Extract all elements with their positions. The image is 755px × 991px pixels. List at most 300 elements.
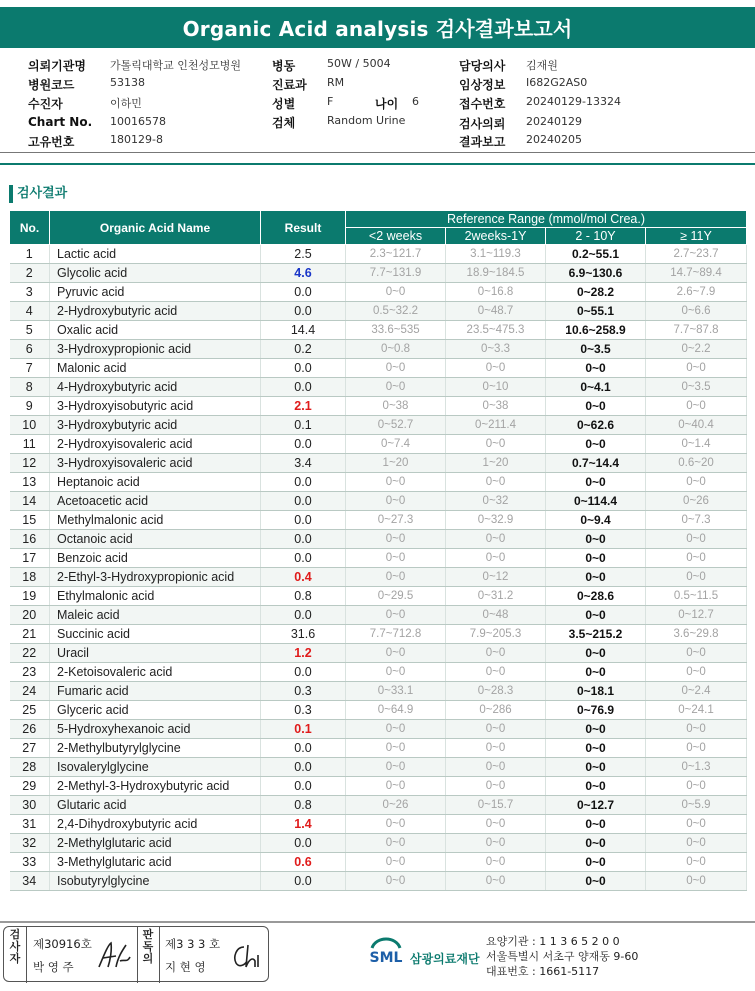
ref-lt-2weeks: 2.3~121.7 (346, 245, 446, 264)
reviewer-label: 판독의 (142, 928, 154, 965)
report-value: 20240205 (526, 133, 582, 146)
acid-name: Heptanoic acid (50, 473, 261, 492)
ref-2-10y: 0~0 (546, 739, 646, 758)
acid-name: Isovalerylglycine (50, 758, 261, 777)
result-value: 0.0 (261, 302, 346, 321)
table-row (10, 321, 747, 340)
acid-name: Pyruvic acid (50, 283, 261, 302)
ref-lt-2weeks: 0~0 (346, 359, 446, 378)
ref-2weeks-1y: 0~3.3 (446, 340, 546, 359)
ref-2weeks-1y: 0~48 (446, 606, 546, 625)
row-number: 24 (10, 682, 50, 701)
table-row (10, 492, 747, 511)
acid-name: 2-Methylglutaric acid (50, 834, 261, 853)
examiner-name: 박 영 주 (33, 960, 74, 974)
reviewer-license: 제3 3 3 호 (165, 937, 221, 951)
ref-2-10y: 0~28.2 (546, 283, 646, 302)
acid-name: 2-Ketoisovaleric acid (50, 663, 261, 682)
ref-ge-11y: 0~0 (646, 359, 747, 378)
ref-2weeks-1y: 18.9~184.5 (446, 264, 546, 283)
ref-2-10y: 0~0 (546, 606, 646, 625)
ref-2weeks-1y: 0~0 (446, 530, 546, 549)
result-value: 0.0 (261, 606, 346, 625)
table-row (10, 416, 747, 435)
row-number: 9 (10, 397, 50, 416)
row-number: 2 (10, 264, 50, 283)
result-value: 0.0 (261, 758, 346, 777)
result-value: 3.4 (261, 454, 346, 473)
acid-name: Oxalic acid (50, 321, 261, 340)
col-header-reference: Reference Range (mmol/mol Crea.) (346, 211, 747, 228)
acid-name: 2,4-Dihydroxybutyric acid (50, 815, 261, 834)
ref-2weeks-1y: 1~20 (446, 454, 546, 473)
ref-2weeks-1y: 0~0 (446, 872, 546, 891)
divider (137, 927, 138, 983)
ward-value: 50W / 5004 (327, 57, 391, 70)
row-number: 25 (10, 701, 50, 720)
result-value: 0.0 (261, 530, 346, 549)
ref-lt-2weeks: 0~0 (346, 777, 446, 796)
result-value: 0.0 (261, 834, 346, 853)
col-header-group-2: 2weeks-1Y (446, 228, 546, 245)
table-row (10, 549, 747, 568)
ref-2-10y: 0.2~55.1 (546, 245, 646, 264)
ref-lt-2weeks: 0~0 (346, 663, 446, 682)
ref-2-10y: 3.5~215.2 (546, 625, 646, 644)
table-row (10, 378, 747, 397)
row-number: 7 (10, 359, 50, 378)
ref-lt-2weeks: 0~0 (346, 606, 446, 625)
ref-lt-2weeks: 0~0 (346, 530, 446, 549)
ref-ge-11y: 0~0 (646, 853, 747, 872)
ref-ge-11y: 0~24.1 (646, 701, 747, 720)
ref-2weeks-1y: 0~38 (446, 397, 546, 416)
ref-2weeks-1y: 0~0 (446, 739, 546, 758)
ref-2-10y: 0~55.1 (546, 302, 646, 321)
ref-ge-11y: 2.7~23.7 (646, 245, 747, 264)
chart-value: 10016578 (110, 115, 166, 128)
ref-ge-11y: 14.7~89.4 (646, 264, 747, 283)
id-label: 고유번호 (28, 135, 75, 149)
result-value: 0.4 (261, 568, 346, 587)
receipt-value: 20240129-13324 (526, 95, 621, 108)
acid-name: Maleic acid (50, 606, 261, 625)
result-value: 0.0 (261, 492, 346, 511)
ref-2-10y: 0~114.4 (546, 492, 646, 511)
result-value: 0.0 (261, 663, 346, 682)
ref-2weeks-1y: 0~0 (446, 720, 546, 739)
table-row (10, 625, 747, 644)
table-row (10, 720, 747, 739)
reviewer-signature-icon (230, 941, 264, 971)
row-number: 14 (10, 492, 50, 511)
table-row (10, 473, 747, 492)
ref-2-10y: 0.7~14.4 (546, 454, 646, 473)
ref-2weeks-1y: 0~0 (446, 834, 546, 853)
ref-lt-2weeks: 7.7~131.9 (346, 264, 446, 283)
acid-name: Benzoic acid (50, 549, 261, 568)
row-number: 5 (10, 321, 50, 340)
ref-lt-2weeks: 0~0 (346, 378, 446, 397)
ref-ge-11y: 0~0 (646, 568, 747, 587)
examiner-label: 검사자 (9, 928, 21, 965)
ref-ge-11y: 7.7~87.8 (646, 321, 747, 340)
ref-2-10y: 0~0 (546, 435, 646, 454)
ref-ge-11y: 0.6~20 (646, 454, 747, 473)
row-number: 20 (10, 606, 50, 625)
result-value: 0.0 (261, 435, 346, 454)
result-value: 31.6 (261, 625, 346, 644)
ref-2weeks-1y: 0~0 (446, 473, 546, 492)
institution-code: 요양기관 : 1 1 3 6 5 2 0 0 (486, 935, 620, 948)
patient-label: 수진자 (28, 97, 63, 111)
table-row (10, 606, 747, 625)
result-value: 0.2 (261, 340, 346, 359)
ref-ge-11y: 2.6~7.9 (646, 283, 747, 302)
ref-lt-2weeks: 0~0 (346, 568, 446, 587)
acid-name: 3-Hydroxybutyric acid (50, 416, 261, 435)
ref-2weeks-1y: 0~31.2 (446, 587, 546, 606)
chart-label: Chart No. (28, 115, 93, 129)
table-row (10, 454, 747, 473)
acid-name: Lactic acid (50, 245, 261, 264)
institution-phone: 대표번호 : 1661-5117 (486, 965, 600, 978)
ref-lt-2weeks: 0~27.3 (346, 511, 446, 530)
receipt-label: 접수번호 (459, 97, 506, 111)
acid-name: 2-Ethyl-3-Hydroxypropionic acid (50, 568, 261, 587)
row-number: 13 (10, 473, 50, 492)
row-number: 26 (10, 720, 50, 739)
ref-lt-2weeks: 0~0.8 (346, 340, 446, 359)
col-header-name: Organic Acid Name (50, 211, 261, 245)
table-row (10, 663, 747, 682)
acid-name: 3-Hydroxyisobutyric acid (50, 397, 261, 416)
ref-lt-2weeks: 0~26 (346, 796, 446, 815)
request-label: 검사의뢰 (459, 117, 506, 131)
ref-2weeks-1y: 7.9~205.3 (446, 625, 546, 644)
acid-name: 2-Hydroxyisovaleric acid (50, 435, 261, 454)
table-row (10, 872, 747, 891)
acid-name: Methylmalonic acid (50, 511, 261, 530)
table-row (10, 283, 747, 302)
acid-name: Ethylmalonic acid (50, 587, 261, 606)
ref-2weeks-1y: 0~0 (446, 549, 546, 568)
row-number: 22 (10, 644, 50, 663)
ref-lt-2weeks: 0~0 (346, 473, 446, 492)
ref-2weeks-1y: 0~10 (446, 378, 546, 397)
acid-name: Uracil (50, 644, 261, 663)
specimen-value: Random Urine (327, 114, 406, 127)
ref-ge-11y: 0~2.2 (646, 340, 747, 359)
result-value: 0.0 (261, 378, 346, 397)
row-number: 27 (10, 739, 50, 758)
ref-2-10y: 0~62.6 (546, 416, 646, 435)
examiner-signature-icon (96, 941, 132, 971)
ref-lt-2weeks: 0~0 (346, 283, 446, 302)
ref-2weeks-1y: 0~48.7 (446, 302, 546, 321)
ref-2weeks-1y: 0~0 (446, 435, 546, 454)
result-value: 0.3 (261, 682, 346, 701)
table-row (10, 359, 747, 378)
ref-2weeks-1y: 0~0 (446, 777, 546, 796)
table-row (10, 834, 747, 853)
acid-name: 3-Methylglutaric acid (50, 853, 261, 872)
specimen-label: 검체 (272, 116, 296, 130)
acid-name: Isobutyrylglycine (50, 872, 261, 891)
ref-lt-2weeks: 0~7.4 (346, 435, 446, 454)
ref-2weeks-1y: 23.5~475.3 (446, 321, 546, 340)
result-value: 2.5 (261, 245, 346, 264)
acid-name: 5-Hydroxyhexanoic acid (50, 720, 261, 739)
ref-2-10y: 0~0 (546, 359, 646, 378)
result-value: 0.0 (261, 283, 346, 302)
ref-lt-2weeks: 0.5~32.2 (346, 302, 446, 321)
ref-ge-11y: 0~26 (646, 492, 747, 511)
sex-value: F (327, 95, 334, 108)
dept-value: RM (327, 76, 345, 89)
row-number: 18 (10, 568, 50, 587)
ref-ge-11y: 0~0 (646, 872, 747, 891)
hospital-value: 가톨릭대학교 인천성모병원 (110, 59, 242, 72)
table-row (10, 815, 747, 834)
col-header-result: Result (261, 211, 346, 245)
report-title: Organic Acid analysis 검사결과보고서 (0, 7, 755, 48)
ref-2weeks-1y: 0~0 (446, 359, 546, 378)
ref-2-10y: 0~0 (546, 777, 646, 796)
row-number: 33 (10, 853, 50, 872)
acid-name: 3-Hydroxypropionic acid (50, 340, 261, 359)
ref-2weeks-1y: 0~0 (446, 853, 546, 872)
results-table (9, 210, 747, 891)
result-value: 0.8 (261, 796, 346, 815)
divider (0, 163, 755, 165)
ref-ge-11y: 0~1.4 (646, 435, 747, 454)
svg-text:SML: SML (369, 950, 403, 966)
footer-divider (0, 921, 755, 923)
row-number: 34 (10, 872, 50, 891)
acid-name: Fumaric acid (50, 682, 261, 701)
result-value: 4.6 (261, 264, 346, 283)
result-value: 1.4 (261, 815, 346, 834)
ref-lt-2weeks: 33.6~535 (346, 321, 446, 340)
section-title: 검사결과 (9, 185, 67, 203)
ref-lt-2weeks: 0~0 (346, 815, 446, 834)
ward-label: 병동 (272, 59, 296, 73)
ref-ge-11y: 0~6.6 (646, 302, 747, 321)
ref-lt-2weeks: 1~20 (346, 454, 446, 473)
divider (159, 927, 160, 983)
acid-name: Malonic acid (50, 359, 261, 378)
ref-ge-11y: 0~0 (646, 644, 747, 663)
table-row (10, 340, 747, 359)
ref-2weeks-1y: 0~32.9 (446, 511, 546, 530)
acid-name: Glyceric acid (50, 701, 261, 720)
table-row (10, 682, 747, 701)
table-row (10, 245, 747, 264)
ref-2-10y: 0~28.6 (546, 587, 646, 606)
result-value: 0.3 (261, 701, 346, 720)
ref-2weeks-1y: 0~0 (446, 644, 546, 663)
table-row (10, 739, 747, 758)
ref-ge-11y: 0~2.4 (646, 682, 747, 701)
ref-2-10y: 0~0 (546, 720, 646, 739)
age-value: 6 (412, 95, 419, 108)
sml-logo-icon (366, 932, 406, 972)
patient-info (0, 55, 755, 150)
ref-ge-11y: 0~0 (646, 530, 747, 549)
ref-ge-11y: 0~40.4 (646, 416, 747, 435)
ref-2-10y: 0~3.5 (546, 340, 646, 359)
col-header-group-4: ≥ 11Y (646, 228, 747, 245)
ref-lt-2weeks: 0~0 (346, 834, 446, 853)
ref-lt-2weeks: 0~0 (346, 853, 446, 872)
ref-lt-2weeks: 0~0 (346, 549, 446, 568)
brand-name: 삼광의료재단 (410, 951, 480, 966)
row-number: 29 (10, 777, 50, 796)
table-row (10, 568, 747, 587)
ref-2-10y: 0~0 (546, 758, 646, 777)
ref-2-10y: 0~0 (546, 853, 646, 872)
result-value: 0.0 (261, 872, 346, 891)
ref-lt-2weeks: 0~38 (346, 397, 446, 416)
ref-2-10y: 6.9~130.6 (546, 264, 646, 283)
result-value: 0.6 (261, 853, 346, 872)
ref-lt-2weeks: 0~0 (346, 739, 446, 758)
result-value: 0.0 (261, 473, 346, 492)
row-number: 28 (10, 758, 50, 777)
acid-name: 2-Methyl-3-Hydroxybutyric acid (50, 777, 261, 796)
ref-lt-2weeks: 0~0 (346, 720, 446, 739)
ref-lt-2weeks: 0~0 (346, 872, 446, 891)
row-number: 21 (10, 625, 50, 644)
ref-2-10y: 0~0 (546, 397, 646, 416)
ref-lt-2weeks: 0~29.5 (346, 587, 446, 606)
ref-2-10y: 0~0 (546, 834, 646, 853)
patient-value: 이하민 (110, 97, 142, 110)
row-number: 3 (10, 283, 50, 302)
result-value: 0.1 (261, 720, 346, 739)
result-value: 0.1 (261, 416, 346, 435)
ref-2weeks-1y: 0~32 (446, 492, 546, 511)
row-number: 10 (10, 416, 50, 435)
acid-name: Glycolic acid (50, 264, 261, 283)
ref-2-10y: 0~4.1 (546, 378, 646, 397)
col-header-no: No. (10, 211, 50, 245)
ref-ge-11y: 0~0 (646, 720, 747, 739)
acid-name: Octanoic acid (50, 530, 261, 549)
result-value: 14.4 (261, 321, 346, 340)
ref-2-10y: 0~18.1 (546, 682, 646, 701)
code-label: 병원코드 (28, 78, 75, 92)
ref-2weeks-1y: 0~15.7 (446, 796, 546, 815)
ref-ge-11y: 0~0 (646, 739, 747, 758)
row-number: 32 (10, 834, 50, 853)
dept-label: 진료과 (272, 78, 307, 92)
ref-2-10y: 0~0 (546, 568, 646, 587)
acid-name: 4-Hydroxybutyric acid (50, 378, 261, 397)
table-row (10, 264, 747, 283)
ref-ge-11y: 0~0 (646, 549, 747, 568)
row-number: 1 (10, 245, 50, 264)
row-number: 16 (10, 530, 50, 549)
row-number: 4 (10, 302, 50, 321)
ref-2weeks-1y: 0~12 (446, 568, 546, 587)
acid-name: 3-Hydroxyisovaleric acid (50, 454, 261, 473)
table-row (10, 397, 747, 416)
ref-ge-11y: 0~12.7 (646, 606, 747, 625)
clinical-label: 임상정보 (459, 78, 506, 92)
ref-2-10y: 0~0 (546, 815, 646, 834)
ref-2weeks-1y: 0~286 (446, 701, 546, 720)
result-value: 0.0 (261, 549, 346, 568)
table-row (10, 530, 747, 549)
ref-2-10y: 0~76.9 (546, 701, 646, 720)
ref-2-10y: 0~0 (546, 549, 646, 568)
signature-box (3, 926, 269, 982)
table-row (10, 435, 747, 454)
ref-ge-11y: 0~0 (646, 397, 747, 416)
result-value: 0.0 (261, 777, 346, 796)
table-row (10, 853, 747, 872)
ref-ge-11y: 0~3.5 (646, 378, 747, 397)
row-number: 31 (10, 815, 50, 834)
row-number: 11 (10, 435, 50, 454)
ref-lt-2weeks: 0~64.9 (346, 701, 446, 720)
table-row (10, 796, 747, 815)
ref-lt-2weeks: 0~0 (346, 492, 446, 511)
ref-2weeks-1y: 0~28.3 (446, 682, 546, 701)
row-number: 12 (10, 454, 50, 473)
col-header-group-1: <2 weeks (346, 228, 446, 245)
table-row (10, 644, 747, 663)
result-value: 1.2 (261, 644, 346, 663)
ref-2-10y: 0~0 (546, 872, 646, 891)
ref-2-10y: 0~0 (546, 663, 646, 682)
result-value: 0.0 (261, 359, 346, 378)
sml-logo (366, 932, 480, 972)
reviewer-name: 지 현 영 (165, 960, 206, 974)
row-number: 15 (10, 511, 50, 530)
sex-label: 성별 (272, 97, 296, 111)
ref-ge-11y: 0~0 (646, 663, 747, 682)
ref-lt-2weeks: 0~0 (346, 644, 446, 663)
row-number: 30 (10, 796, 50, 815)
clinical-value: I682G2AS0 (526, 76, 588, 89)
ref-2-10y: 0~9.4 (546, 511, 646, 530)
ref-ge-11y: 3.6~29.8 (646, 625, 747, 644)
hospital-label: 의뢰기관명 (28, 59, 86, 73)
ref-ge-11y: 0~0 (646, 473, 747, 492)
age-label: 나이 (375, 97, 399, 111)
doctor-value: 김재원 (526, 59, 558, 72)
ref-ge-11y: 0~0 (646, 777, 747, 796)
ref-ge-11y: 0~0 (646, 834, 747, 853)
row-number: 23 (10, 663, 50, 682)
acid-name: 2-Methylbutyrylglycine (50, 739, 261, 758)
row-number: 19 (10, 587, 50, 606)
examiner-license: 제30916호 (33, 937, 92, 951)
request-value: 20240129 (526, 115, 582, 128)
institution-info (486, 934, 638, 979)
ref-2-10y: 0~0 (546, 473, 646, 492)
divider (26, 927, 27, 983)
table-row (10, 777, 747, 796)
result-value: 2.1 (261, 397, 346, 416)
row-number: 17 (10, 549, 50, 568)
acid-name: Succinic acid (50, 625, 261, 644)
table-row (10, 511, 747, 530)
ref-ge-11y: 0~7.3 (646, 511, 747, 530)
